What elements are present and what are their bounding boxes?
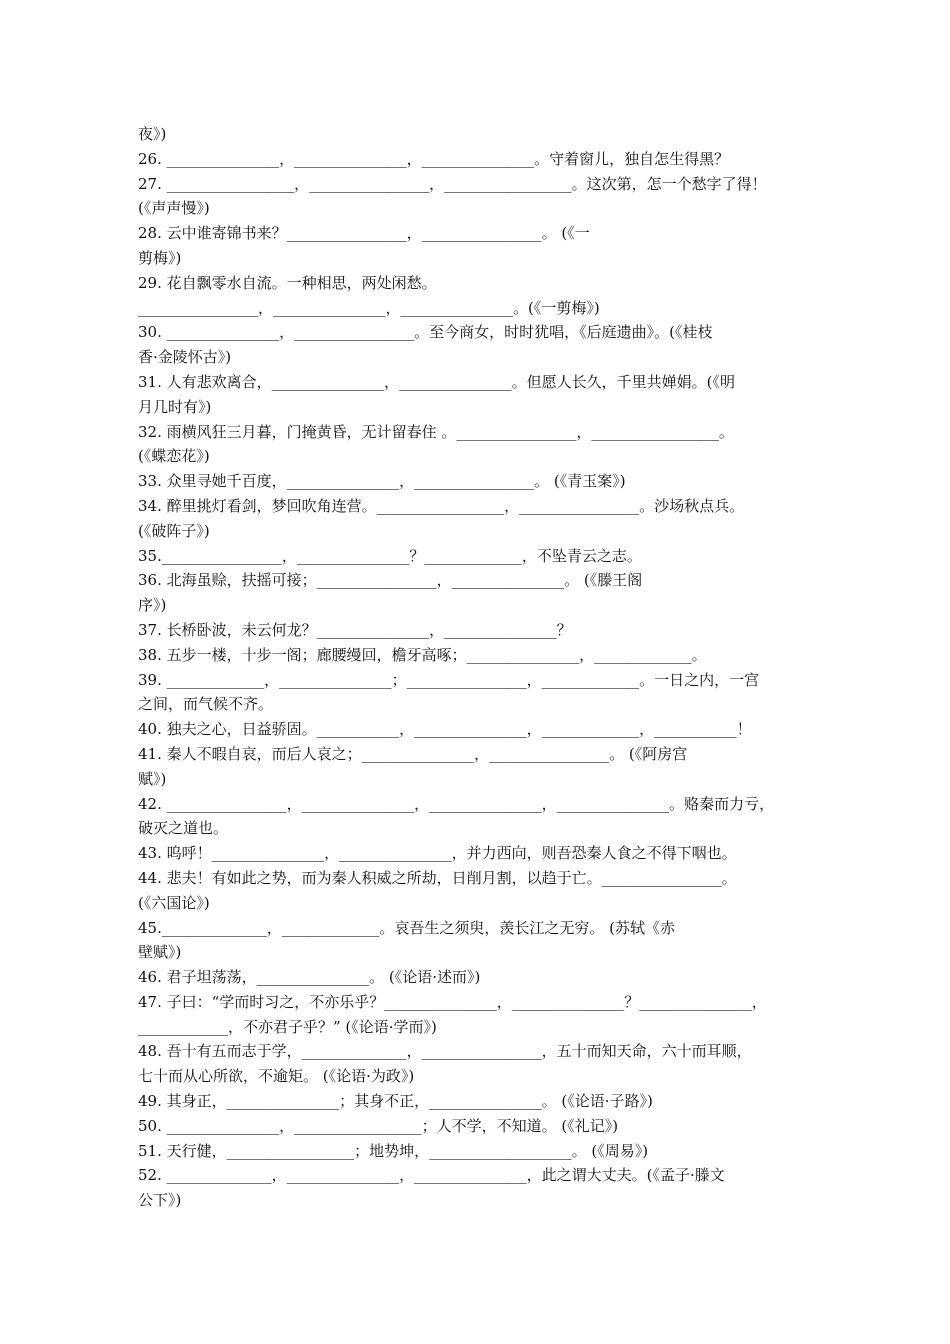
text-line: (《蝶恋花》): [138, 447, 210, 466]
text-line: 52. ______________，_______________，_______________，此之谓大丈夫。(《孟子·滕文: [138, 1166, 725, 1185]
text-line: 42. ________________，_______________，_______________，_______________。赂秦而力亏，: [138, 794, 775, 813]
text-line: 45.______________，_____________。哀吾生之须臾，羡长江之无穷。 (苏轼《赤: [138, 918, 675, 937]
text-line: 47. 子曰：“学而时习之，不亦乐乎？_______________，_______________？_______________，: [138, 992, 767, 1011]
text-line: 公下》): [138, 1191, 182, 1210]
text-line: 七十而从心所欲，不逾矩。 (《论语·为政》): [138, 1067, 415, 1086]
text-line: 48. 吾十有五而志于学，______________，________________，五十而知天命，六十而耳顺，: [138, 1042, 752, 1061]
worksheet-body: [138, 122, 818, 1213]
text-line: 30. _______________，________________。至今商女，时时犹唱，《后庭遗曲》。(《桂枝: [138, 323, 713, 342]
text-line: 31. 人有悲欢离合，_______________，_______________。但愿人长久，千里共婵娟。(《明: [138, 372, 735, 391]
text-line: 35.________________，_______________？_____________，不坠青云之志。: [138, 546, 642, 565]
text-line: 33. 众里寻她千百度，_______________，________________。 (《青玉案》): [138, 472, 626, 491]
text-line: 26. _______________，_______________，_______________。守着窗儿，独自怎生得黑？: [138, 149, 730, 168]
text-line: 壁赋》): [138, 943, 182, 962]
text-line: 27. _________________，________________，_________________。这次第，怎一个愁字了得！: [138, 174, 767, 193]
text-line: 37. 长桥卧波，未云何龙？_______________，_______________？: [138, 620, 572, 639]
text-line: 44. 悲夫！有如此之势，而为秦人积威之所劫，日削月割，以趋于亡。________________。: [138, 868, 737, 887]
text-line: 49. 其身正，_______________；其身不正，_______________。 (《论语·子路》): [138, 1092, 653, 1111]
text-line: 40. 独夫之心，日益骄固。___________，_______________，_____________，___________！: [138, 720, 752, 739]
text-line: (《六国论》): [138, 893, 210, 912]
text-line: 43. 呜呼！_______________，_______________，并力西向，则吾恐秦人食之不得下咽也。: [138, 844, 737, 863]
text-line: 39. _____________，_______________；________________，_____________。一日之内，一宫: [138, 670, 760, 689]
text-line: 月几时有》): [138, 397, 212, 416]
text-line: 序》): [138, 596, 167, 615]
text-line: 香·金陵怀古》): [138, 348, 232, 367]
text-line: 32. 雨横风狂三月暮，门掩黄昏，无计留春住 。________________，_________________。: [138, 422, 734, 441]
text-line: (《破阵子》): [138, 521, 210, 540]
text-line: 夜》): [138, 125, 167, 143]
text-line: 28. 云中谁寄锦书来？________________，________________。 (《一: [138, 224, 590, 243]
text-line: 38. 五步一楼，十步一阁；廊腰缦回，檐牙高啄；_______________，_____________。: [138, 645, 707, 664]
text-line: 46. 君子坦荡荡，_______________。 (《论语·述而》): [138, 968, 481, 987]
text-line: 51. 天行健，_________________；地势坤，___________________。 (《周易》): [138, 1141, 649, 1160]
text-line: (《声声慢》): [138, 199, 210, 218]
text-line: ________________，_______________，_______________。(《一剪梅》): [138, 298, 600, 317]
text-line: 41. 秦人不暇自哀，而后人哀之；_______________，________________。 (《阿房宫: [138, 744, 688, 763]
text-line: 36. 北海虽赊，扶摇可接；________________，_______________。 (《滕王阁: [138, 571, 643, 590]
text-line: 50. _______________，_________________；人不学，不知道。 (《礼记》): [138, 1116, 619, 1135]
text-line: 破灭之道也。: [138, 819, 229, 838]
text-line: 赋》): [138, 769, 167, 788]
text-line: 之间，而气候不齐。: [138, 695, 274, 714]
text-line: ____________，不亦君子乎？” (《论语·学而》): [138, 1017, 437, 1036]
text-line: 34. 醉里挑灯看剑，梦回吹角连营。_________________，________________。沙场秋点兵。: [138, 496, 745, 515]
text-line: 29. 花自飘零水自流。一种相思，两处闲愁。: [138, 273, 437, 292]
text-line: 剪梅》): [138, 248, 182, 267]
